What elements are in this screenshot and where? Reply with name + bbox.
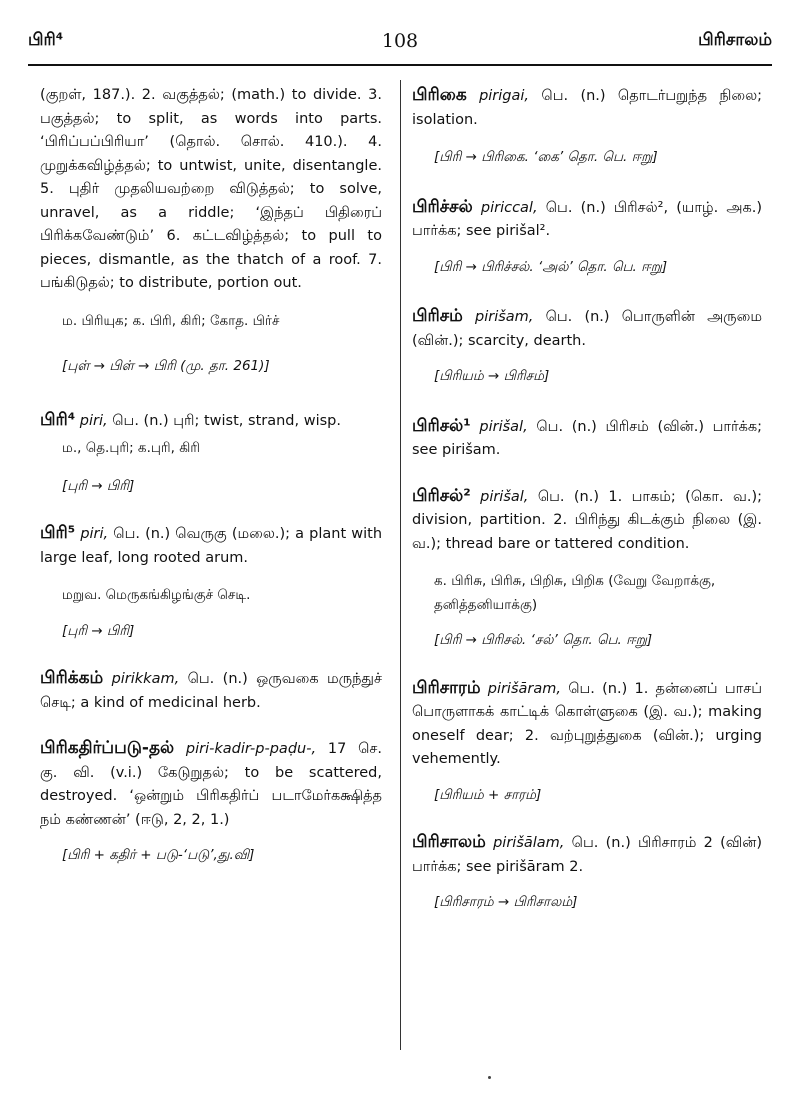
etymology: [பிரி → பிரிச்சல். ‘அல்’ தொ. பெ. ஈறு] (434, 258, 668, 275)
entry-piri4 (40, 409, 382, 499)
headword: பிரி⁴ (40, 409, 76, 430)
entry-pirisam (412, 305, 762, 389)
entry-pirikkam (40, 667, 382, 715)
headword: பிரிசல்¹ (412, 415, 471, 436)
stray-mark (488, 1076, 491, 1079)
right-column (412, 84, 762, 937)
headword: பிரி⁵ (40, 523, 76, 543)
etymology: [பிரி + கதிர் + படு-‘படு’,து.வி] (62, 847, 255, 863)
header-left-guideword: பிரி⁴ (28, 30, 64, 50)
headword: பிரிகை (412, 85, 467, 105)
entry-pirisal2 (412, 485, 762, 653)
transliteration: pirišāram, (487, 680, 561, 697)
etymology: [புரி → பிரி] (62, 622, 135, 639)
continued-definition: (குறள், 187.). 2. வகுத்தல்; (math.) to divide. 3. பகுத்தல்; to split, as words into parts. ‘பிரிப்பப்பிரியா’ (தொல். சொல். 410.). 4. முறுக்கவிழ்த்தல்; to untwist, unite, disentangle. 5. புதிர் முதலியவற்றை விடுத்தல்; to solve, unravel, as a riddle; ‘இந்தப் பிதிரைப் பிரிக்கவேண்டும்’ 6. கட்டவிழ்த்தல்; to pull to pieces, dismantle, as the thatch of a roof. 7. பங்கிடுதல்; to distribute, portion out. (40, 87, 382, 291)
page-number: 108 (381, 30, 419, 52)
headword: பிரிக்கம் (40, 668, 104, 688)
cognates: க. பிரிசு, பிரிசு, பிறிசு, பிறிக (வேறு வேறாக்கு, தனித்தனியாக்கு) (434, 573, 716, 613)
entry-pirigai (412, 84, 762, 170)
entry-pirikadir (40, 737, 382, 868)
etymology: [பிரிசாரம் → பிரிசாலம்] (434, 894, 578, 910)
headword: பிரிகதிர்ப்படு-தல் (40, 738, 175, 758)
cognates: ம. பிரியுக; க. பிரி, கிரி; கோத. பிர்ச் (62, 312, 280, 329)
headword: பிரிசல்² (412, 485, 471, 506)
transliteration: piri, (79, 412, 108, 429)
transliteration: pirišal, (479, 418, 528, 435)
transliteration: piri, (80, 526, 109, 542)
transliteration: pirišal, (480, 488, 529, 505)
entry-piriccal (412, 196, 762, 280)
entry-pirisalam (412, 831, 762, 915)
definition: பெ. (n.) தொடர்பறுந்த நிலை; isolation. (412, 88, 763, 128)
column-divider (400, 80, 401, 1050)
entry-pirisal1 (412, 415, 762, 463)
header-rule (28, 64, 772, 66)
headword: பிரிசம் (412, 306, 463, 326)
etymology: [பிரியம் → பிரிசம்] (434, 368, 550, 384)
definition: பெ. (n.) பிரிசல்², (யாழ். அக.) பார்க்க; see pirišal². (412, 199, 763, 239)
transliteration: pirikkam, (111, 671, 180, 687)
etymology: [பிரி → பிரிகை. ‘கை’ தொ. பெ. ஈறு] (434, 149, 658, 165)
left-column (40, 84, 382, 890)
entry-piri5 (40, 522, 382, 643)
definition: பெ. (n.) வெருகு (மலை.); a plant with large leaf, long rooted arum. (40, 526, 383, 566)
transliteration: piri-kadir-p-paḍu-, (185, 741, 317, 757)
definition: பெ. (n.) ஒருவகை மருந்துச் செடி; a kind of medicinal herb. (40, 671, 383, 711)
headword: பிரிச்சல் (412, 196, 473, 217)
entry-continued (40, 84, 382, 379)
definition: பெ. (n.) புரி; twist, strand, wisp. (112, 412, 341, 429)
headword: பிரிசாலம் (412, 832, 486, 852)
transliteration: pirišālam, (493, 835, 565, 851)
etymology: [புள் → பிள் → பிரி (மு. தா. 261)] (62, 358, 270, 374)
etymology: [பிரி → பிரிசல். ‘சல்’ தொ. பெ. ஈறு] (434, 632, 653, 648)
cognates: ம., தெ.புரி; க.புரி, கிரி (62, 440, 200, 456)
definition: 17 செ. கு. வி. (v.i.) கேடுறுதல்; to be scattered, destroyed. ‘ஒன்றும் பிரிகதிர்ப் படாமேர்கக்ஷித்த நம் கண்ணன்’ (ஈடு, 2, 2, 1.) (40, 741, 382, 828)
definition: பெ. (n.) 1. தன்னைப் பாசப் பொருளாகக் காட்டிக் கொள்ளுகை (இ. வ.); making oneself dear; 2. வற்புறுத்துகை (வின்.); urging vehemently. (412, 680, 763, 767)
definition: பெ. (n.) 1. பாகம்; (கொ. வ.); division, partition. 2. பிரிந்து கிடக்கும் நிலை (இ. வ.); thread bare or tattered condition. (412, 488, 762, 552)
transliteration: pirigai, (479, 88, 530, 104)
headword: பிரிசாரம் (412, 677, 481, 698)
synonym: மறுவ. மெருகங்கிழங்குச் செடி. (62, 587, 251, 603)
entry-pirisaram (412, 677, 762, 808)
definition: பெ. (n.) பொருளின் அருமை (வின்.); scarcity, dearth. (412, 309, 763, 349)
header-right-guideword: பிரிசாலம் (698, 30, 772, 50)
etymology: [பிரியம் + சாரம்] (434, 786, 542, 803)
etymology: [புரி → பிரி] (62, 477, 135, 494)
transliteration: pirišam, (475, 309, 534, 325)
definition: பெ. (n.) பிரிசாரம் 2 (வின்) பார்க்க; see pirišāram 2. (412, 835, 763, 875)
page-header (28, 30, 772, 60)
definition: பெ. (n.) பிரிசம் (வின்.) பார்க்க; see pirišam. (412, 418, 763, 458)
transliteration: piriccal, (480, 199, 538, 216)
